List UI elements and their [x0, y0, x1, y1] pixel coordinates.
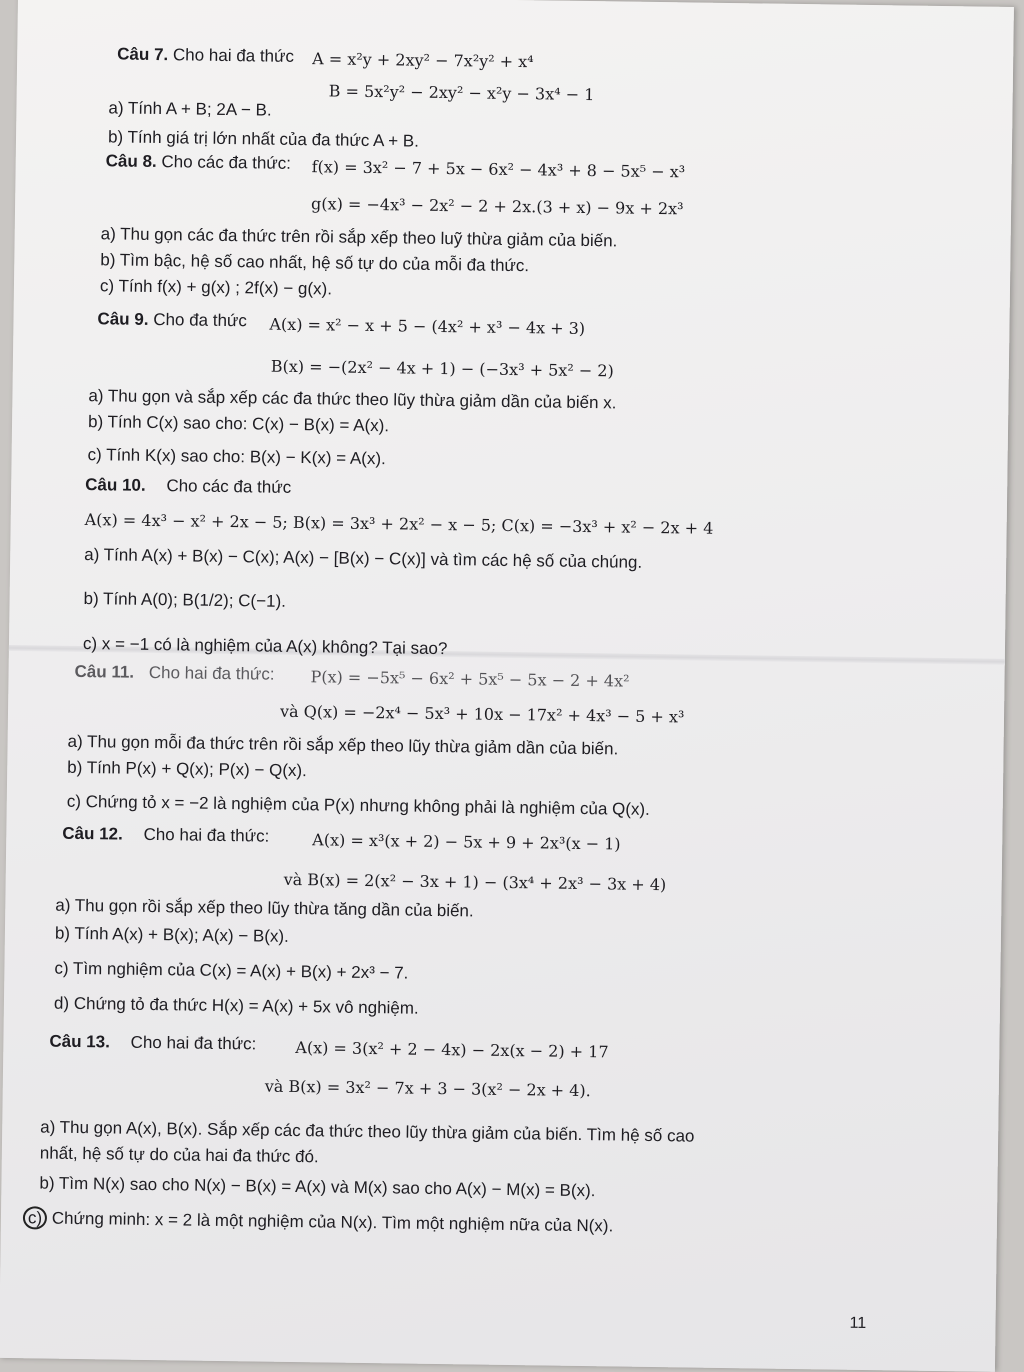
- q7-label: Câu 7.: [117, 44, 169, 65]
- q12-b-poly: và B(x) = 2(x² − 3x + 1) − (3x⁴ + 2x³ − 3x + 4): [283, 869, 667, 895]
- q13-part-c: [23, 1208, 614, 1236]
- q13-label: Câu 13.: [49, 1031, 111, 1052]
- q7-heading: [117, 44, 294, 66]
- q11-part-a: a) Thu gọn mỗi đa thức trên rồi sắp xếp theo lũy thừa giảm dần của biến.: [67, 731, 619, 759]
- q10-part-b: b) Tính A(0); B(1/2); C(−1).: [83, 589, 287, 611]
- q11-part-b: b) Tính P(x) + Q(x); P(x) − Q(x).: [67, 757, 307, 781]
- q10-heading: [85, 475, 291, 498]
- q10-intro: Cho các đa thức: [166, 476, 292, 497]
- q9-intro: Cho đa thức: [153, 309, 248, 331]
- q8-intro: Cho các đa thức:: [161, 152, 292, 173]
- q10-polys: A(x) = 4x³ − x² + 2x − 5; B(x) = 3x³ + 2x² − x − 5; C(x) = −3x³ + x² − 2x + 4: [84, 510, 714, 538]
- q13-part-a-line1: a) Thu gọn A(x), B(x). Sắp xếp các đa thức theo lũy thừa giảm của biến. Tìm hệ số cao: [40, 1117, 695, 1146]
- q9-part-a: a) Thu gọn và sắp xếp các đa thức theo lũy thừa giảm dần của biến x.: [88, 386, 617, 413]
- q13-part-c-text: Chứng minh: x = 2 là một nghiệm của N(x). Tìm một nghiệm nữa của N(x).: [51, 1208, 614, 1236]
- q11-part-c: c) Chứng tỏ x = −2 là nghiệm của P(x) nhưng không phải là nghiệm của Q(x).: [66, 791, 650, 819]
- q13-intro: Cho hai đa thức:: [130, 1032, 257, 1054]
- q11-heading: [74, 662, 274, 685]
- q12-part-a: a) Thu gọn rồi sắp xếp theo lũy thừa tăng dần của biến.: [55, 895, 474, 921]
- q11-label: Câu 11.: [74, 661, 135, 682]
- q7-part-b: b) Tính giá trị lớn nhất của đa thức A + B.: [107, 127, 420, 151]
- q11-intro: Cho hai đa thức:: [148, 662, 275, 684]
- q12-part-b: b) Tính A(x) + B(x); A(x) − B(x).: [54, 923, 290, 946]
- q9-b-poly: B(x) = −(2x² − 4x + 1) − (−3x³ + 5x² − 2): [270, 356, 614, 381]
- q13-part-b: b) Tìm N(x) sao cho N(x) − B(x) = A(x) và M(x) sao cho A(x) − M(x) = B(x).: [39, 1173, 596, 1201]
- q8-label: Câu 8.: [105, 151, 157, 171]
- q7-poly-a: A = x²y + 2xy² − 7x²y² + x⁴: [312, 49, 534, 72]
- q9-heading: [97, 309, 247, 331]
- q13-c-circled-mark: c): [23, 1206, 47, 1229]
- page-number: 11: [849, 1314, 867, 1333]
- q9-a-poly: A(x) = x² − x + 5 − (4x² + x³ − 4x + 3): [269, 314, 586, 338]
- q10-part-c: c) x = −1 có là nghiệm của A(x) không? Tại sao?: [82, 634, 448, 659]
- q8-heading: [106, 151, 292, 174]
- q12-part-d: d) Chứng tỏ đa thức H(x) = A(x) + 5x vô nghiệm.: [53, 993, 419, 1018]
- q12-part-c: c) Tìm nghiệm của C(x) = A(x) + B(x) + 2x³ − 7.: [54, 958, 409, 983]
- q9-label: Câu 9.: [97, 309, 149, 329]
- q10-part-a: a) Tính A(x) + B(x) − C(x); A(x) − [B(x) − C(x)] và tìm các hệ số của chúng.: [84, 545, 643, 572]
- q8-part-b: b) Tìm bậc, hệ số cao nhất, hệ số tự do của mỗi đa thức.: [100, 250, 530, 276]
- q13-part-a-line2: nhất, hệ số tự do của hai đa thức đó.: [39, 1143, 319, 1167]
- q7-intro: Cho hai đa thức: [172, 45, 295, 66]
- q13-a-poly: A(x) = 3(x² + 2 − 4x) − 2x(x − 2) + 17: [295, 1038, 609, 1062]
- q13-heading: [49, 1032, 256, 1055]
- q7-poly-b: B = 5x²y² − 2xy² − x²y − 3x⁴ − 1: [328, 81, 595, 105]
- q8-f: f(x) = 3x² − 7 + 5x − 6x² − 4x³ + 8 − 5x⁵ − x³: [311, 157, 686, 182]
- q8-part-c: c) Tính f(x) + g(x) ; 2f(x) − g(x).: [99, 276, 333, 299]
- q11-p-poly: P(x) = −5x⁵ − 6x² + 5x⁵ − 5x − 2 + 4x²: [310, 667, 630, 691]
- q13-b-poly: và B(x) = 3x² − 7x + 3 − 3(x² − 2x + 4).: [264, 1076, 591, 1101]
- q8-g: g(x) = −4x³ − 2x² − 2 + 2x.(3 + x) − 9x + 2x³: [311, 194, 684, 219]
- q9-part-b: b) Tính C(x) sao cho: C(x) − B(x) = A(x).: [87, 412, 390, 436]
- q10-label: Câu 10.: [85, 475, 146, 495]
- q12-a-poly: A(x) = x³(x + 2) − 5x + 9 + 2x³(x − 1): [312, 830, 621, 854]
- q12-intro: Cho hai đa thức:: [143, 824, 270, 846]
- q12-label: Câu 12.: [62, 823, 123, 844]
- q8-part-a: a) Thu gọn các đa thức trên rồi sắp xếp theo luỹ thừa giảm của biến.: [100, 224, 618, 251]
- q12-heading: [62, 824, 269, 847]
- q11-q-poly: và Q(x) = −2x⁴ − 5x³ + 10x − 17x² + 4x³ − 5 + x³: [279, 701, 685, 727]
- q7-part-a: a) Tính A + B; 2A − B.: [108, 98, 272, 120]
- q9-part-c: c) Tính K(x) sao cho: B(x) − K(x) = A(x).: [87, 445, 386, 469]
